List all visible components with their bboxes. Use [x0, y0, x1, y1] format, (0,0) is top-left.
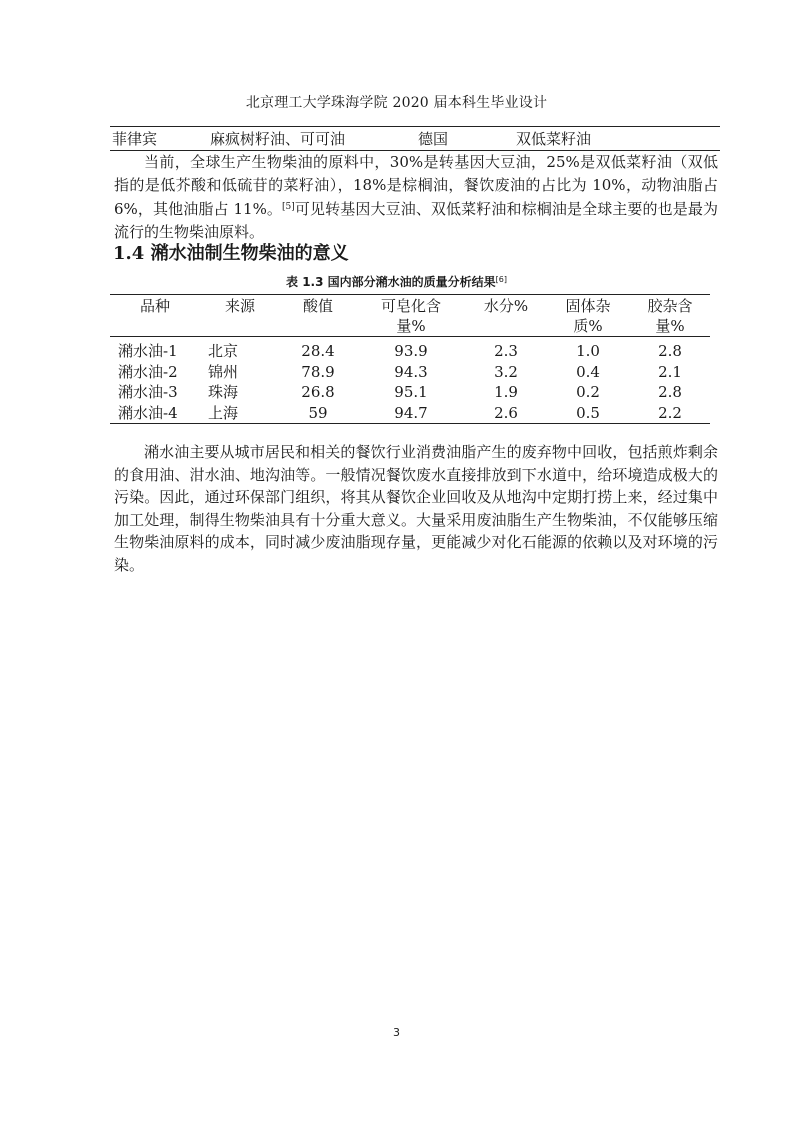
continued-table-row	[110, 129, 720, 149]
table-caption	[0, 273, 793, 290]
table-cell: 2.8	[658, 383, 682, 401]
table-header-row	[110, 295, 710, 337]
table-cell: 1.0	[576, 342, 600, 360]
table-cell: 94.7	[394, 403, 428, 422]
table-cell: 北京	[208, 342, 239, 360]
table-caption-ref: [6]	[495, 275, 507, 284]
table-cell: 0.5	[576, 403, 600, 422]
header-cell-variety: 品种	[139, 297, 170, 315]
continued-cell-country: 菲律宾	[112, 130, 158, 148]
table-cell: 潲水油-4	[118, 403, 178, 422]
header-cell-acid-value: 酸值	[302, 297, 333, 315]
table-cell: 潲水油-1	[118, 342, 178, 360]
table-caption-text: 表 1.3 国内部分潲水油的质量分析结果	[286, 275, 496, 289]
header-cell-solid-impurities	[546, 295, 630, 337]
table-cell: 78.9	[301, 362, 335, 381]
table-cell: 59	[308, 403, 328, 422]
header-cell-moisture: 水分%	[483, 297, 529, 315]
table-cell: 2.8	[658, 342, 682, 360]
paragraph-swill-oil-significance: 潲水油主要从城市居民和相关的餐饮行业消费油脂产生的废弃物中回收，包括煎炸剩余的食用油、泔水油、地沟油等。一般情况餐饮废水直接排放到下水道中，给环境造成极大的污染。因此，通过环保部门组织，将其从餐饮企业回收及从地沟中定期打捞上来，经过集中加工处理，制得生物柴油具有十分重大意义。大量采用废油脂生产生物柴油，不仅能够压缩生物柴油原料的成本，同时减少废油脂现存量，更能减少对化石能源的依赖以及对环境的污染。	[114, 443, 718, 574]
table-cell: 28.4	[301, 342, 335, 360]
quality-analysis-table	[110, 294, 710, 424]
table-row	[110, 337, 710, 362]
header-cell-gum-impurities	[630, 295, 710, 337]
continued-cell-feedstock: 麻疯树籽油、可可油	[210, 130, 346, 148]
section-heading: 1.4 潲水油制生物柴油的意义	[113, 243, 349, 264]
table-row	[110, 362, 710, 383]
table-cell: 潲水油-3	[118, 383, 178, 401]
table-cell: 上海	[208, 403, 239, 422]
table-cell: 2.2	[658, 403, 682, 422]
paragraph-feedstock-share	[114, 151, 718, 243]
continued-cell-feedstock-2: 双低菜籽油	[516, 130, 592, 148]
table-cell: 珠海	[208, 383, 239, 401]
table-row	[110, 403, 710, 424]
header-cell-saponifiable-text: 可皂化含量%	[380, 297, 441, 335]
table-cell: 0.2	[576, 383, 600, 401]
table-cell: 2.6	[494, 403, 518, 422]
table-cell: 3.2	[494, 362, 518, 381]
page-number: 3	[393, 1026, 400, 1039]
table-cell: 26.8	[301, 383, 335, 401]
header-divider	[110, 126, 720, 127]
table-cell: 1.9	[494, 383, 518, 401]
table-cell: 锦州	[208, 362, 239, 381]
paragraph-text-after: 可见转基因大豆油、双低菜籽油和棕榈油是全球主要的也是最为流行的生物柴油原料。	[114, 200, 718, 241]
continued-cell-country-2: 德国	[418, 130, 449, 148]
header-cell-source: 来源	[224, 297, 255, 315]
table-cell: 94.3	[394, 362, 428, 381]
table-cell: 95.1	[394, 383, 428, 401]
header-cell-solid-impurities-text: 固体杂质%	[565, 297, 611, 335]
table-cell: 潲水油-2	[118, 362, 178, 381]
paragraph-text: 当前，全球生产生物柴油的原料中，30%是转基因大豆油，25%是双低菜籽油（双低指的是低芥酸和低硫苷的菜籽油），18%是棕榈油，餐饮废油的占比为 10%，动物油脂占 6%，其他油脂占 11%。	[114, 153, 718, 218]
header-cell-saponifiable	[356, 295, 466, 337]
table-row	[110, 382, 710, 403]
table-cell: 2.3	[494, 342, 518, 360]
header-cell-gum-impurities-text: 胶杂含量%	[647, 297, 693, 335]
page-header-title: 北京理工大学珠海学院 2020 届本科生毕业设计	[245, 95, 548, 111]
table-cell: 93.9	[394, 342, 428, 360]
table-cell: 0.4	[576, 362, 600, 381]
table-cell: 2.1	[658, 362, 682, 381]
citation-ref: [5]	[282, 202, 295, 212]
